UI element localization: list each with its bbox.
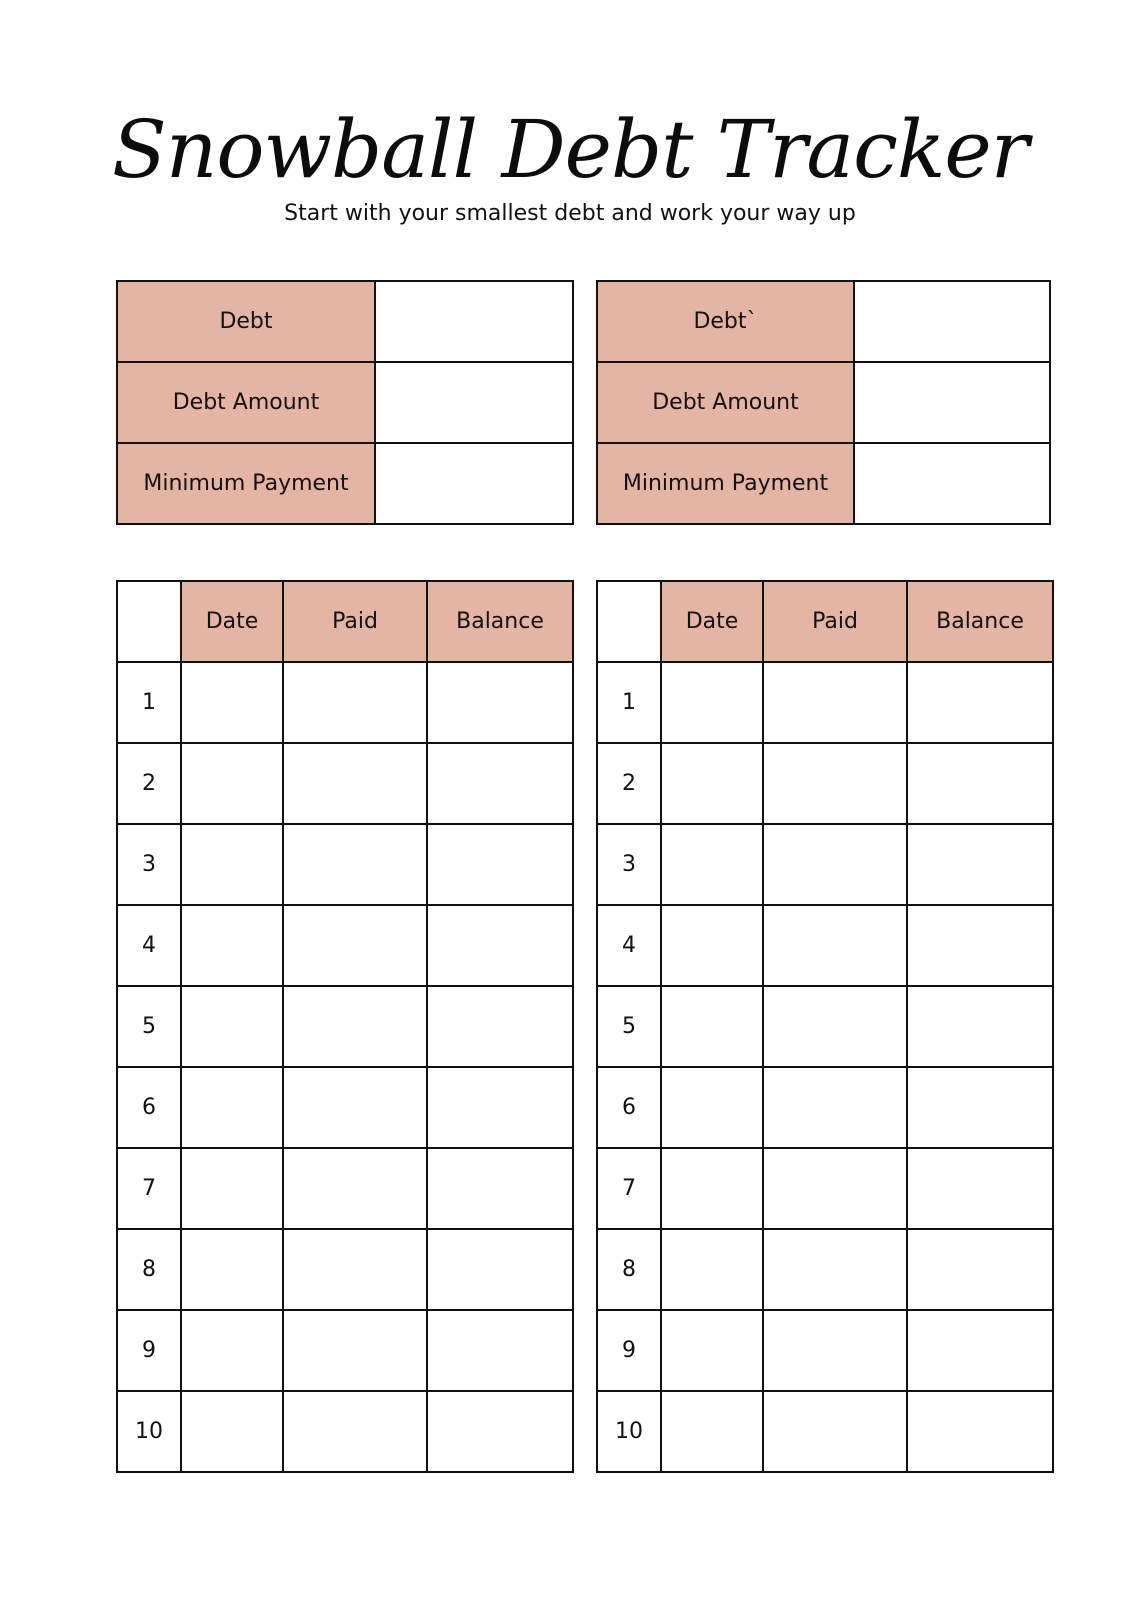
date-header: Date	[181, 581, 283, 662]
paid-cell[interactable]	[283, 662, 427, 743]
row-number: 1	[117, 662, 181, 743]
paid-cell[interactable]	[763, 1391, 907, 1472]
balance-cell[interactable]	[907, 1229, 1053, 1310]
payment-log-table-left	[116, 580, 574, 1473]
table-row	[597, 1391, 1053, 1472]
paid-cell[interactable]	[283, 986, 427, 1067]
date-cell[interactable]	[661, 1310, 763, 1391]
minimum-payment-value-field[interactable]	[854, 443, 1050, 524]
paid-cell[interactable]	[283, 824, 427, 905]
balance-cell[interactable]	[427, 1310, 573, 1391]
row-number: 4	[597, 905, 661, 986]
balance-cell[interactable]	[427, 662, 573, 743]
date-cell[interactable]	[181, 1148, 283, 1229]
balance-cell[interactable]	[427, 986, 573, 1067]
balance-cell[interactable]	[907, 1067, 1053, 1148]
balance-cell[interactable]	[427, 743, 573, 824]
date-cell[interactable]	[181, 743, 283, 824]
debt-value-field[interactable]	[375, 281, 573, 362]
balance-cell[interactable]	[427, 1229, 573, 1310]
debt-row	[117, 281, 573, 362]
table-row	[117, 986, 573, 1067]
date-cell[interactable]	[181, 1067, 283, 1148]
debt-info-table-left	[116, 280, 574, 525]
row-number: 7	[117, 1148, 181, 1229]
row-number: 4	[117, 905, 181, 986]
minimum-payment-label: Minimum Payment	[597, 443, 854, 524]
header-row	[117, 581, 573, 662]
balance-cell[interactable]	[427, 905, 573, 986]
minimum-payment-row	[117, 443, 573, 524]
date-cell[interactable]	[661, 1067, 763, 1148]
table-row	[597, 824, 1053, 905]
date-cell[interactable]	[181, 1229, 283, 1310]
balance-cell[interactable]	[907, 662, 1053, 743]
balance-cell[interactable]	[427, 1148, 573, 1229]
table-row	[117, 1310, 573, 1391]
date-cell[interactable]	[661, 662, 763, 743]
table-row	[117, 905, 573, 986]
paid-cell[interactable]	[763, 905, 907, 986]
date-cell[interactable]	[181, 905, 283, 986]
paid-cell[interactable]	[763, 1067, 907, 1148]
paid-cell[interactable]	[283, 743, 427, 824]
paid-header: Paid	[763, 581, 907, 662]
debt-row	[597, 281, 1050, 362]
table-row	[117, 1148, 573, 1229]
debt-label: Debt`	[597, 281, 854, 362]
date-cell[interactable]	[661, 986, 763, 1067]
row-number: 8	[117, 1229, 181, 1310]
paid-cell[interactable]	[763, 1148, 907, 1229]
row-number: 6	[597, 1067, 661, 1148]
minimum-payment-value-field[interactable]	[375, 443, 573, 524]
balance-header: Balance	[907, 581, 1053, 662]
debt-amount-label: Debt Amount	[597, 362, 854, 443]
payment-log-table-right	[596, 580, 1054, 1473]
table-row	[117, 1391, 573, 1472]
balance-cell[interactable]	[427, 824, 573, 905]
row-number: 5	[597, 986, 661, 1067]
date-cell[interactable]	[661, 824, 763, 905]
paid-cell[interactable]	[283, 905, 427, 986]
row-number: 3	[597, 824, 661, 905]
date-cell[interactable]	[181, 1391, 283, 1472]
debt-amount-value-field[interactable]	[375, 362, 573, 443]
debt-amount-label: Debt Amount	[117, 362, 375, 443]
debt-label: Debt	[117, 281, 375, 362]
row-number: 2	[117, 743, 181, 824]
date-cell[interactable]	[661, 1148, 763, 1229]
row-number: 5	[117, 986, 181, 1067]
minimum-payment-label: Minimum Payment	[117, 443, 375, 524]
paid-cell[interactable]	[283, 1229, 427, 1310]
debt-amount-value-field[interactable]	[854, 362, 1050, 443]
balance-header: Balance	[427, 581, 573, 662]
date-header: Date	[661, 581, 763, 662]
balance-cell[interactable]	[907, 905, 1053, 986]
table-row	[597, 662, 1053, 743]
balance-cell[interactable]	[427, 1067, 573, 1148]
date-cell[interactable]	[661, 743, 763, 824]
row-number: 7	[597, 1148, 661, 1229]
date-cell[interactable]	[181, 824, 283, 905]
balance-cell[interactable]	[907, 743, 1053, 824]
balance-cell[interactable]	[907, 1148, 1053, 1229]
paid-cell[interactable]	[763, 1310, 907, 1391]
debt-value-field[interactable]	[854, 281, 1050, 362]
row-number: 10	[597, 1391, 661, 1472]
table-row	[597, 1148, 1053, 1229]
row-number: 1	[597, 662, 661, 743]
balance-cell[interactable]	[907, 824, 1053, 905]
date-cell[interactable]	[181, 986, 283, 1067]
paid-cell[interactable]	[763, 662, 907, 743]
paid-header: Paid	[283, 581, 427, 662]
paid-cell[interactable]	[763, 824, 907, 905]
row-number: 9	[597, 1310, 661, 1391]
date-cell[interactable]	[661, 1391, 763, 1472]
row-number: 10	[117, 1391, 181, 1472]
header-row	[597, 581, 1053, 662]
date-cell[interactable]	[661, 905, 763, 986]
row-number: 3	[117, 824, 181, 905]
row-number: 8	[597, 1229, 661, 1310]
debt-info-table-right	[596, 280, 1051, 525]
paid-cell[interactable]	[283, 1391, 427, 1472]
row-number: 2	[597, 743, 661, 824]
table-row	[117, 743, 573, 824]
table-row	[117, 824, 573, 905]
table-row	[117, 662, 573, 743]
corner-cell	[117, 581, 181, 662]
page-title: Snowball Debt Tracker	[112, 103, 1028, 196]
paid-cell[interactable]	[283, 1067, 427, 1148]
date-cell[interactable]	[661, 1229, 763, 1310]
paid-cell[interactable]	[763, 1229, 907, 1310]
minimum-payment-row	[597, 443, 1050, 524]
table-row	[597, 1229, 1053, 1310]
balance-cell[interactable]	[907, 1391, 1053, 1472]
balance-cell[interactable]	[427, 1391, 573, 1472]
paid-cell[interactable]	[283, 1310, 427, 1391]
table-row	[597, 986, 1053, 1067]
row-number: 9	[117, 1310, 181, 1391]
debt-amount-row	[117, 362, 573, 443]
row-number: 6	[117, 1067, 181, 1148]
debt-amount-row	[597, 362, 1050, 443]
paid-cell[interactable]	[763, 986, 907, 1067]
paid-cell[interactable]	[763, 743, 907, 824]
balance-cell[interactable]	[907, 1310, 1053, 1391]
table-row	[117, 1067, 573, 1148]
corner-cell	[597, 581, 661, 662]
balance-cell[interactable]	[907, 986, 1053, 1067]
paid-cell[interactable]	[283, 1148, 427, 1229]
table-row	[597, 1310, 1053, 1391]
table-row	[597, 743, 1053, 824]
page-subtitle: Start with your smallest debt and work your way up	[284, 201, 856, 226]
date-cell[interactable]	[181, 662, 283, 743]
date-cell[interactable]	[181, 1310, 283, 1391]
table-row	[117, 1229, 573, 1310]
table-row	[597, 905, 1053, 986]
table-row	[597, 1067, 1053, 1148]
